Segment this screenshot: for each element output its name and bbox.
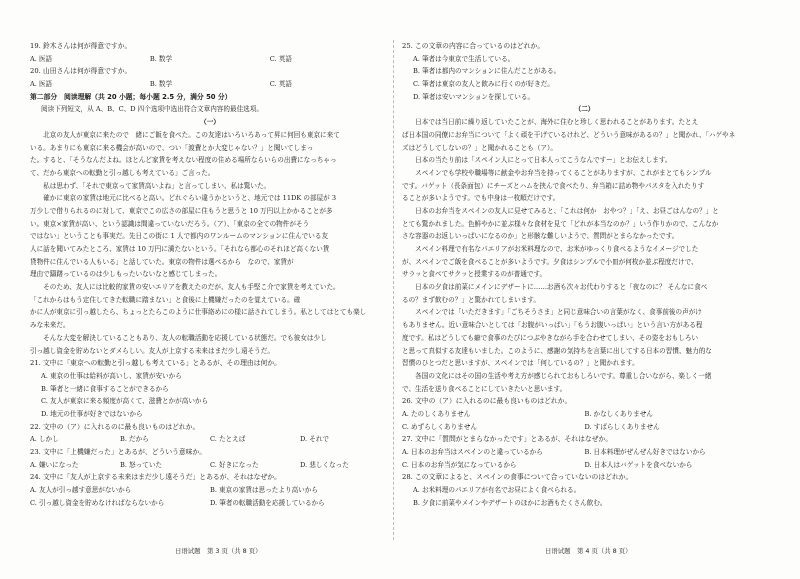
passage1-line: いる。あまりにも東京に来る機会が高いので、つい「渡費とか大変じゃない？」と聞いてしまっ: [30, 143, 314, 152]
q26-stem: 26. 文中の（ア）に入れるのに最も良いものはどれか。: [402, 397, 572, 406]
passage2-line: 日本の当たり前は「スペイン人にとって日本人ってこうなんですー」とお伝えします。: [402, 156, 672, 165]
passage2-line: ズはどうしてしないの？」と聞かれることも（ア）。: [402, 143, 557, 152]
q21-option-c: C. 友人が東京に来る頻度が高くて、滋費とかが高いから: [41, 397, 209, 406]
passage1-line: て、だから東京への転勤と引っ越しも考えている」ご言った。: [30, 168, 215, 177]
q24-option-c: C. 引っ越し資金を貯めなければならないから: [30, 498, 165, 507]
passage2-line: で、生活を送り食べることにしていきたいと思います。: [402, 384, 567, 393]
passage1-line: 引っ越し資金を貯めないとダメらしい。友人が上京する未来はまだ少し遠そうだ。: [30, 346, 274, 355]
passage2-line: とても驚かれました。色鮮やかに並ぶ様々な食材を見て「どれが本当なのか？」いう作りかので、こんなか: [402, 219, 719, 228]
q25-stem: 25. この文章の内容に合っているのはどれか。: [402, 42, 545, 50]
passage2-line: 習慣のひとつだと思いますが、スペインでは「何しているの？」と聞かれます。: [402, 359, 639, 368]
passage2-line: と思って真似する友達もいました。このように、感謝の気持ちを言葉に出してする日本の習慣、魅力的な: [402, 346, 712, 355]
q20-options: [30, 78, 390, 91]
q21-option-a: A. 東京の仕事は給料が高いし、家賃が安いから: [41, 371, 182, 380]
q26-option-d: D. すばらしくありません: [584, 422, 660, 431]
q27-options-row2: [402, 459, 767, 472]
passage1-line: い。東京×家賃が高い、という認識は間違っていないだろう。（ア）、「東京の全ての物件がそう: [30, 219, 310, 228]
q21-stem: 21. 文中に「東京への転勤と引っ越しも考えている」とあるが、その理由は何か。: [30, 359, 281, 368]
q24-options-row1: [30, 484, 390, 497]
q23-option-c: C. 好きになった: [210, 460, 259, 469]
passage1-line: 北京の友人が東京に来たので 緒にご飯を食べた。この友達はいろいろあって昇に何回も東京に来て: [30, 130, 340, 139]
left-column: [30, 40, 390, 509]
q20-option-a: A. 医語: [30, 80, 53, 89]
part2-title: 第二部分 阅读理解（共 20 小题；每小题 2.5 分，满分 50 分）: [30, 92, 232, 101]
q23-stem: 23. 文中に「上機嫌だった」とあるが、どういう意味か。: [30, 448, 207, 456]
passage2-body: [402, 116, 767, 395]
q22-option-c: C. たとえば: [210, 435, 246, 444]
q27-stem: 27. 文中に「質問がとまらなかったです」とあるが、それはなぜか。: [402, 435, 613, 444]
passage2-line: 度です。私はどうしても癖で食事のたびにつぶやきながら手を合わせてしまい、その姿をおもしろい: [402, 333, 699, 342]
passage2-line: 各国の文化にはその国の生活や考え方が感じられておもしろいです。尊重し合いながら、楽しく一緒: [402, 371, 712, 380]
passage2-line: スペインでも学校や職場等に献金やお弁当を持ってくることがありますが、これがまとてもシンプル: [402, 168, 712, 177]
q27-option-a: A. 日本のお弁当はスペインのと違っているから: [402, 448, 543, 456]
q20-option-c: C. 英語: [269, 80, 292, 89]
passage2-line: が、スペインでご飯を食べることが多いようです。夕食はシンプルで小皿が何枚か並ぶ程度だけで、: [402, 257, 698, 266]
q28-stem: 28. この文章によると、スペインの食事について合っていないのはどれか。: [402, 473, 633, 482]
q22-option-a: A. しかし: [30, 435, 59, 444]
q23-option-b: B. 怒っていた: [120, 460, 163, 469]
q26-option-a: A. たのしくありません: [402, 409, 471, 418]
q24-options-row2: [30, 497, 390, 510]
passage1-line: かに人が東京に引っ越したら、ちょっとたらこのように仕事絡めにの様に話されてしまう。私としてはとても楽し: [30, 308, 367, 317]
q20-stem: 20. 山田さんは何が得意ですか。: [30, 67, 132, 76]
passage2-line: です。バゲット（長条面包）にチーズとハムを挟んで食べたり、弁当箱に詰め物やパスタを入れたりす: [402, 181, 705, 190]
passage1-line: た。すると、「そうなんだよね。ほとんど家賃を考えない程度の住める場所ならいらの出費になっちゃっ: [30, 156, 337, 165]
passage2-line: 日本のお弁当をスペインの友人に見せてみると、「これは何か おやつ？」「え、お昼ごはんなの？」と: [402, 206, 719, 215]
q21-option-d: D. 地元の仕事が好きではないから: [41, 409, 143, 418]
passage2-line: スペインでは「いただきます」「ごちそうさま」と同じ意味合いの言葉がなく、食事前後の声がけ: [402, 308, 702, 317]
q27-option-c: C. 日本のお弁当が気になっているから: [402, 460, 517, 469]
q26-option-b: B. かなしくありません: [584, 409, 653, 418]
q27-options-row1: [402, 446, 767, 459]
q19-option-b: B. 数学: [149, 54, 173, 63]
passage2-line: ば日本国の同僚にお弁当について「よく頑を干げているけれど、どういう意味があるの？」と聞かれ、「ハゲやネ: [402, 130, 736, 139]
q25-option-a: A. 筆者は今東京で生活している。: [413, 54, 515, 63]
passage2-line: ることが多いようです。でも中身は一枚順だけです。: [402, 194, 560, 203]
q24-option-d: D. 筆者の転職活動を応援しているから: [210, 498, 325, 507]
passage1-line: 人に話を聞いてみたところ、家賃は 10 万円に満たないという。「それなら都心のそれほど高くない賃: [30, 245, 330, 253]
passage1-body: [30, 129, 390, 357]
q23-options: [30, 459, 390, 472]
passage1-line: そのため、友人には比較的家賃の安いエリアを教えたのだが、友人も手堅こ介で家賃を考えていた。: [30, 283, 340, 292]
passage2-line: 日本の夕食は前菜にメインにデザートに……お酒も次々お代わりすると「夜なのに？ そんなに食べ: [402, 283, 708, 292]
q19-option-a: A. 医語: [30, 54, 53, 63]
passage1-label: （一）: [200, 118, 220, 127]
passage1-line: 確かに東京の家賃は地元に比べると高い。どれぐらい違うかというと、地元では 11DK の部屋が 3: [30, 194, 337, 203]
page-footer-left: 日语试题 第 3 页（共 8 页）: [175, 547, 262, 555]
passage1-line: 「これからはもう定住してきた転職に踏まない」と食後に上機嫌だったのを覚えている。確: [30, 295, 301, 304]
part2-instructions: 阅读下列短文，从 A、B、C、D 四个选项中选出符合文章内容的最佳选项。: [41, 105, 263, 114]
q22-option-d: D. それで: [300, 435, 330, 444]
q26-options-row1: [402, 408, 767, 421]
q28-option-b: B. 夕食に前菜やメインやデザートのほかにお酒もたくさん飲む。: [413, 498, 607, 507]
q24-stem: 24. 文中に「友人が上京する未来はまだ少し遠そうだ」とあるが、それはなぜか。: [30, 473, 281, 482]
passage1-line: 私は思わず、「それで東京って家賃高いよね」と言ってしまい、私は驚いた。: [30, 181, 271, 190]
q26-option-c: C. めずらしくありません: [402, 422, 477, 431]
page-footer-right: 日语试题 第 4 页（共 8 页）: [545, 547, 632, 555]
q23-option-a: A. 嫌いになった: [30, 460, 79, 469]
q24-option-a: A. 友人が引っ越す意思がないから: [30, 486, 132, 495]
q25-option-c: C. 筆者は東京の友人と飲みに行くのが好きだ。: [413, 80, 554, 89]
q25-option-d: D. 筆者は安いマンションを探している。: [413, 92, 535, 101]
passage1-line: ではない」ということも事実だ。先日この街に 1 人で都内のワンルームのマンションに住んでいる友: [30, 232, 329, 241]
passage1-line: みな未来だ。: [30, 321, 70, 330]
q22-stem: 22. 文中の（ア）に入れるのに最も良いものはどれか。: [30, 422, 200, 431]
q22-options: [30, 433, 390, 446]
q19-stem: 19. 鈴木さんは何が得意ですか。: [30, 42, 132, 50]
passage1-line: 万少しで借りられるのに対して、東京でこの広さの部屋に住もうと思うと 10 万円以上かかることが多: [30, 206, 333, 215]
q21-option-b: B. 筆者と一緒に食事することができるから: [41, 384, 169, 393]
q19-option-c: C. 英語: [269, 54, 292, 63]
passage2-label: （二）: [574, 105, 595, 114]
passage2-line: るの？まず飲むの？」と驚かれてしまいます。: [402, 295, 540, 304]
column-divider: [393, 40, 394, 540]
passage1-line: そんな大変を解決していることもあり、友人の転職活動を応援している状態だ。でも彼女は少し: [30, 333, 327, 342]
right-column: [402, 40, 767, 509]
q28-option-a: A. お米料理のパエリアが有名でお昼によく食べられる。: [413, 486, 581, 495]
q23-option-d: D. 悲しくなった: [300, 460, 349, 469]
q20-option-b: B. 数学: [149, 80, 173, 89]
q27-option-b: B. 日本料理がぜんぜん好きではないから: [584, 448, 706, 456]
q26-options-row2: [402, 421, 767, 434]
passage2-line: もありません。近い意味合いとしては「お腹がいっぱい」「もうお腹いっぱい」という言い方がある程: [402, 321, 703, 330]
passage2-line: スペイン料理で有名なパエリアがお米料理なので、お米がゆっくり食べるようなイメージでした: [402, 245, 699, 253]
q24-option-b: B. 東京の家賃は思ったより高いから: [210, 486, 318, 495]
passage1-line: 理由で躊躇っているのは少しもったいないなと感じてしまった。: [30, 270, 222, 279]
passage2-line: さな容器のお返しいっぱいになるのか」と形骸な難しいようで、質問がとまらなかったです。: [402, 232, 679, 241]
q25-option-b: B. 筆者は都内のマンションに住んだことがある。: [413, 67, 561, 76]
q22-option-b: B. だから: [120, 435, 149, 444]
passage2-line: 日本では当日前に繰り返していたことが、海外に住むと珍しく思われることがあります。たとえ: [402, 118, 699, 127]
q19-options: [30, 53, 390, 66]
q27-option-d: D. 日本人はバゲットを食べないから: [584, 460, 693, 469]
passage2-line: サラッと食べてサクッと授業するのが普通です。: [402, 270, 547, 279]
passage1-line: 貸物件に住んでいる人もいる」と話していた。東京の物件は選べるから なので、家賃が: [30, 257, 294, 266]
